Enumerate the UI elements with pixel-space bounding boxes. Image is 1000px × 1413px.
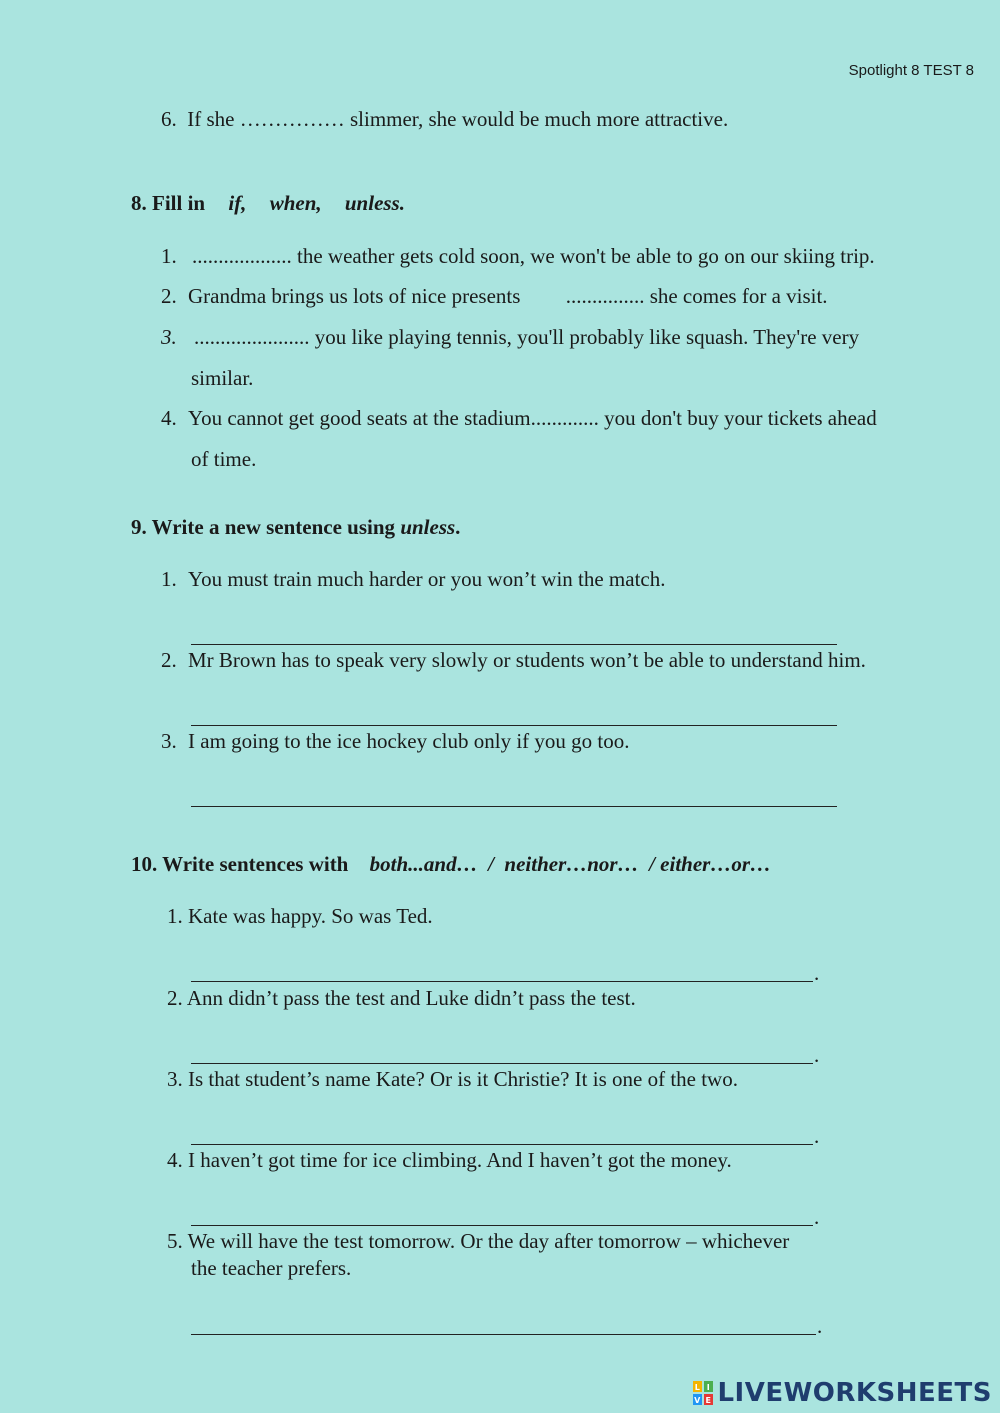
answer-gap[interactable]: ............. [530,406,599,430]
section-9-title-text: 9. Write a new sentence using [131,515,401,539]
svg-text:L: L [695,1383,701,1392]
exercise-item [161,650,866,671]
logo-mark-icon [692,1380,714,1406]
liveworksheets-logo [692,1378,992,1408]
item-text: Mr Brown has to speak very slowly or students won’t be able to understand him. [188,648,866,672]
answer-line[interactable] [191,981,813,982]
exercise-item [161,731,630,752]
keyword-when: when, [269,191,322,215]
svg-text:E: E [705,1396,712,1405]
item-text: Kate was happy. So was Ted. [188,904,433,928]
item-text: I am going to the ice hockey club only if you go too. [188,729,630,753]
answer-line[interactable] [191,725,837,726]
item-text: You must train much harder or you won’t win the match. [188,567,666,591]
keyword-unless: unless. [344,191,405,215]
item-continuation: the teacher prefers. [191,1256,352,1280]
item-number: 3. [161,325,177,349]
item-text: you don't buy your tickets ahead [598,406,877,430]
item-text: you like playing tennis, you'll probably like squash. They're very [309,325,860,349]
section-10-title-text: 10. Write sentences with [131,852,349,876]
item-continuation: of time. [191,447,257,471]
section-8-title [131,191,405,216]
svg-text:I: I [707,1383,711,1392]
section-10-title [131,852,771,877]
exercise-item [161,327,859,348]
item-number: 2. [161,284,177,308]
answer-line[interactable] [191,1144,813,1145]
exercise-item [167,1069,738,1090]
item-number: 2. [167,986,183,1010]
exercise-item [161,408,877,429]
line-period: . [814,1205,820,1229]
answer-line[interactable] [191,644,837,645]
item-text: the weather gets cold soon, we won't be able to go on our skiing trip. [291,244,875,268]
answer-line[interactable] [191,1334,816,1335]
answer-line[interactable] [191,806,837,807]
item-text: Grandma brings us lots of nice presents [188,284,521,308]
answer-line[interactable] [191,1225,813,1226]
item-number: 4. [161,406,177,430]
exercise-item [161,569,666,590]
line-period: . [814,961,820,985]
answer-gap[interactable]: ............... [565,284,645,308]
logo-text: LIVEWORKSHEETS [717,1378,992,1408]
exercise-item [161,286,828,307]
item-number: 5. [167,1229,183,1253]
title-period: . [455,515,461,539]
answer-line[interactable] [191,1063,813,1064]
line-period: . [814,1124,820,1148]
exercise-item [161,109,728,130]
item-text: Ann didn’t pass the test and Luke didn’t pass the test. [186,986,636,1010]
item-number: 1. [167,904,183,928]
item-text: Is that student’s name Kate? Or is it Christie? It is one of the two. [188,1067,738,1091]
exercise-item [167,988,636,1009]
exercise-item [161,246,875,267]
keyword-unless: unless [400,515,456,539]
answer-gap[interactable]: ...................... [194,325,310,349]
item-number: 2. [161,648,177,672]
answer-gap[interactable]: ................... [192,244,292,268]
item-continuation: similar. [191,366,254,390]
item-number: 3. [167,1067,183,1091]
item-number: 4. [167,1148,183,1172]
line-period: . [817,1314,823,1338]
keyword-if: if, [228,191,247,215]
exercise-item [167,1231,789,1252]
item-number: 1. [161,244,177,268]
exercise-item [167,1150,732,1171]
item-text: You cannot get good seats at the stadium [188,406,531,430]
item-text: she comes for a visit. [644,284,828,308]
exercise-item [167,906,433,927]
section-10-keywords: both...and… / neither…nor… / either…or… [369,852,772,876]
page-header: Spotlight 8 TEST 8 [848,62,974,79]
item-text: I haven’t got time for ice climbing. And I haven’t got the money. [188,1148,732,1172]
line-period: . [814,1043,820,1067]
item-number: 6. [161,107,177,131]
svg-text:V: V [694,1396,702,1405]
item-number: 1. [161,567,177,591]
item-number: 3. [161,729,177,753]
item-text: If she …………… slimmer, she would be much more attractive. [187,107,729,131]
section-9-title [131,515,460,540]
item-text: We will have the test tomorrow. Or the day after tomorrow – whichever [187,1229,790,1253]
section-8-title-text: 8. Fill in [131,191,206,215]
